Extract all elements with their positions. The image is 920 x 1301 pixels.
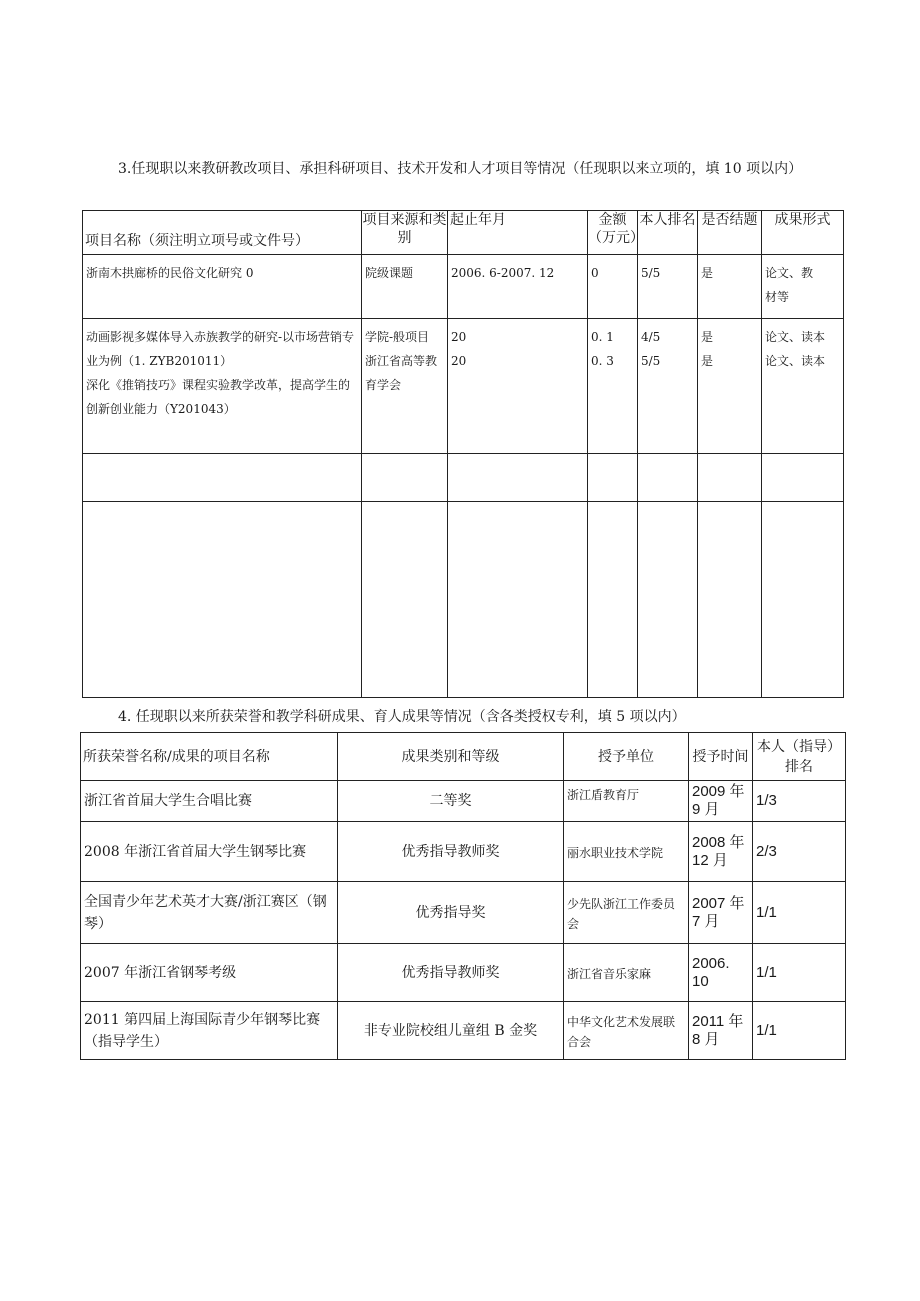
cell-rank (638, 255, 698, 319)
header-unit: 授予单位 (564, 733, 689, 781)
cell-text: 是 (701, 330, 714, 344)
cell-form (762, 255, 844, 319)
cell-name (83, 502, 362, 698)
cell-text: 浙江省高等教育学会 (365, 354, 438, 392)
header-project-name: 项目名称（须注明立项号或文件号） (83, 211, 362, 255)
cell-text: 动画影视多媒体导入赤族教学的研究-以市场营销专业为例（1. ZYB201011） (86, 330, 355, 368)
cell-period (448, 454, 588, 502)
cell-name (83, 319, 362, 454)
header-result-form: 成果形式 (762, 211, 844, 255)
cell-text: 0 (591, 266, 599, 280)
cell-source (362, 502, 448, 698)
cell-category: 优秀指导奖 (338, 882, 564, 944)
cell-text: 4/5 (641, 330, 661, 344)
section3-title: 3.任现职以来教研教改项目、承担科研项目、技术开发和人才项目等情况（任现职以来立项的，填 10 项以内） (118, 161, 803, 177)
cell-text: 浙南木拱廊桥的民俗文化研究 0 (86, 266, 254, 280)
cell-amount (588, 502, 638, 698)
cell-amount (588, 454, 638, 502)
cell-form (762, 319, 844, 454)
cell-source (362, 255, 448, 319)
cell-text: 深化《推销技巧》课程实验教学改革，提高学生的创新创业能力（Y201043） (86, 378, 351, 416)
cell-category: 优秀指导教师奖 (338, 822, 564, 882)
cell-name: 2008 年浙江省首届大学生钢琴比赛 (81, 822, 338, 882)
cell-text: 论文、教 (765, 266, 814, 280)
cell-rank: 1/1 (753, 944, 846, 1002)
cell-text: 是 (701, 266, 714, 280)
cell-name: 全国青少年艺术英才大赛/浙江赛区（钢琴） (81, 882, 338, 944)
cell-form (762, 454, 844, 502)
cell-rank: 2/3 (753, 822, 846, 882)
cell-form (762, 502, 844, 698)
header-period: 起止年月 (448, 211, 588, 255)
research-projects-table (82, 210, 844, 698)
header-rank: 本人排名 (638, 211, 698, 255)
cell-concluded (698, 502, 762, 698)
cell-unit: 浙江省音乐家麻 (564, 944, 689, 1002)
cell-category: 二等奖 (338, 781, 564, 822)
header-amount: 金额（万元） (588, 211, 638, 255)
cell-rank (638, 454, 698, 502)
cell-unit: 浙江盾教育厅 (564, 781, 689, 822)
cell-text: 材等 (765, 290, 790, 304)
cell-time: 2011 年 8 月 (689, 1002, 753, 1060)
cell-concluded (698, 255, 762, 319)
cell-text: 2006. 6-2007. 12 (451, 266, 555, 280)
cell-text: 0. 1 (591, 330, 614, 344)
cell-name (83, 454, 362, 502)
cell-name: 2007 年浙江省钢琴考级 (81, 944, 338, 1002)
header-honor-name: 所获荣誉名称/成果的项目名称 (81, 733, 338, 781)
cell-concluded (698, 319, 762, 454)
cell-period (448, 502, 588, 698)
cell-rank: 1/1 (753, 882, 846, 944)
cell-text: 论文、读本 (765, 354, 826, 368)
cell-time: 2007 年 7 月 (689, 882, 753, 944)
cell-text: 5/5 (641, 266, 661, 280)
honors-table (80, 732, 846, 1060)
cell-text: 0. 3 (591, 354, 614, 368)
cell-name: 2011 第四届上海国际青少年钢琴比赛（指导学生） (81, 1002, 338, 1060)
cell-category: 非专业院校组儿童组 B 金奖 (338, 1002, 564, 1060)
cell-text: 20 (451, 354, 467, 368)
cell-unit: 少先队浙江工作委员会 (564, 882, 689, 944)
cell-name (83, 255, 362, 319)
table-row (81, 882, 846, 944)
cell-rank (638, 502, 698, 698)
cell-amount (588, 319, 638, 454)
cell-time: 2006. 10 (689, 944, 753, 1002)
header-source: 项目来源和类别 (362, 211, 448, 255)
table-row (83, 502, 844, 698)
header-time: 授予时间 (689, 733, 753, 781)
cell-text: 5/5 (641, 354, 661, 368)
header-category: 成果类别和等级 (338, 733, 564, 781)
table-row (81, 822, 846, 882)
cell-source (362, 454, 448, 502)
cell-source (362, 319, 448, 454)
header-rank: 本人（指导）排名 (753, 733, 846, 781)
cell-rank (638, 319, 698, 454)
cell-unit: 丽水职业技术学院 (564, 822, 689, 882)
cell-rank: 1/1 (753, 1002, 846, 1060)
cell-period (448, 319, 588, 454)
cell-concluded (698, 454, 762, 502)
table-row (83, 454, 844, 502)
cell-text: 是 (701, 354, 714, 368)
header-concluded: 是否结题 (698, 211, 762, 255)
cell-time: 2009 年 9 月 (689, 781, 753, 822)
cell-text: 论文、读本 (765, 330, 826, 344)
cell-period (448, 255, 588, 319)
cell-text: 院级课题 (365, 266, 414, 280)
table-row (81, 944, 846, 1002)
cell-rank: 1/3 (753, 781, 846, 822)
table-row (81, 1002, 846, 1060)
table-row (81, 781, 846, 822)
cell-category: 优秀指导教师奖 (338, 944, 564, 1002)
cell-text: 学院-般项目 (365, 330, 430, 344)
section4-title: 4. 任现职以来所获荣誉和教学科研成果、育人成果等情况（含各类授权专利，填 5 项以内） (118, 709, 686, 725)
cell-name: 浙江省首届大学生合唱比赛 (81, 781, 338, 822)
cell-text: 20 (451, 330, 467, 344)
cell-time: 2008 年 12 月 (689, 822, 753, 882)
cell-unit: 中华文化艺术发展联合会 (564, 1002, 689, 1060)
cell-amount (588, 255, 638, 319)
table-row (83, 319, 844, 454)
table-row (83, 255, 844, 319)
